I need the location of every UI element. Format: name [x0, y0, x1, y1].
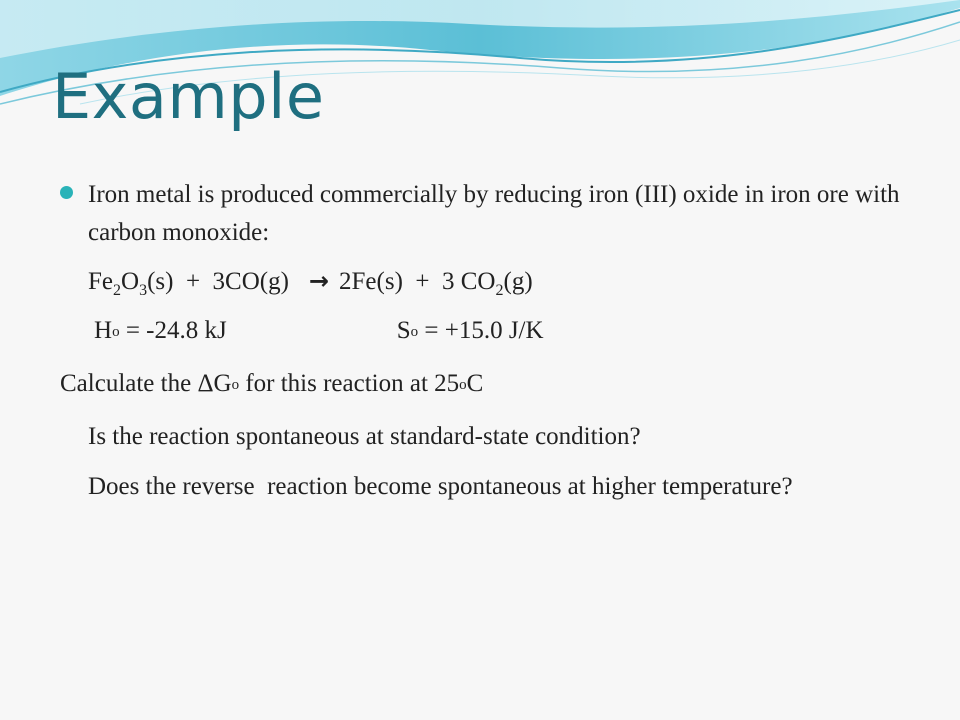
question-reverse: Does the reverse reaction become spontaneous at higher temperature? [88, 473, 793, 500]
calculate-prefix: Calculate the ΔG [60, 370, 232, 397]
equation-products-state: (g) [503, 268, 533, 295]
bullet-text: Iron metal is produced commercially by reducing iron (III) oxide in iron ore with carbon monoxide: [88, 181, 900, 246]
slide-body [60, 176, 920, 506]
reaction-arrow-icon: → [308, 267, 330, 295]
equation-fe: Fe [88, 268, 113, 295]
equation-o-subscript: 3 [139, 282, 148, 299]
entropy-value: = +15.0 J/K [418, 317, 544, 344]
chemical-equation [60, 262, 920, 304]
equation-reactants: (s) + 3CO(g) [147, 268, 289, 295]
bullet-item [60, 176, 920, 252]
entropy-label: S [396, 317, 411, 344]
calculate-middle: for this reaction at 25 [239, 370, 460, 397]
calculate-degree-1: o [231, 377, 240, 393]
question-spontaneous: Is the reaction spontaneous at standard-state condition? [88, 423, 641, 450]
calculate-suffix: C [466, 370, 484, 397]
thermo-values [60, 312, 920, 353]
bullet-dot-icon [60, 186, 73, 199]
equation-o: O [121, 268, 140, 295]
equation-products: 2Fe(s) + 3 CO [339, 268, 496, 295]
entropy-degree: o [410, 324, 419, 340]
calculate-prompt [60, 365, 920, 406]
slide-title: Example [52, 60, 325, 133]
enthalpy-degree: o [112, 324, 120, 340]
equation-fe-subscript: 2 [113, 282, 121, 299]
equation-co2-subscript: 2 [495, 282, 504, 299]
calculate-degree-2: o [459, 377, 467, 393]
enthalpy-value: = -24.8 kJ [119, 317, 227, 344]
enthalpy-label: H [94, 317, 113, 344]
